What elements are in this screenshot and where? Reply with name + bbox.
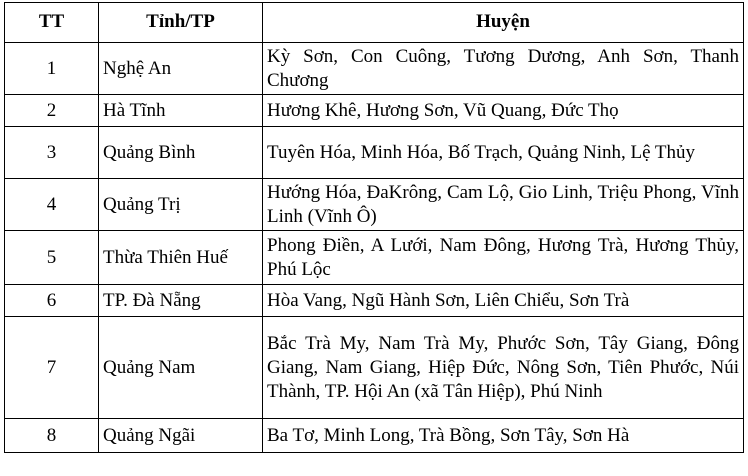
province-cell: Quảng Ngãi <box>99 419 263 453</box>
province-cell: Quảng Nam <box>99 317 263 419</box>
header-huyen: Huyện <box>263 3 744 43</box>
districts-cell: Phong Điền, A Lưới, Nam Đông, Hương Trà, Hương Thủy, Phú Lộc <box>263 231 744 285</box>
row-number: 1 <box>5 43 99 95</box>
row-number: 6 <box>5 285 99 317</box>
province-cell: Thừa Thiên Huế <box>99 231 263 285</box>
district-table <box>4 2 744 453</box>
table-row <box>5 317 744 419</box>
table-row <box>5 179 744 231</box>
districts-cell: Hướng Hóa, ĐaKrông, Cam Lộ, Gio Linh, Triệu Phong, Vĩnh Linh (Vĩnh Ô) <box>263 179 744 231</box>
province-cell: Quảng Trị <box>99 179 263 231</box>
row-number: 2 <box>5 95 99 127</box>
row-number: 5 <box>5 231 99 285</box>
province-cell: Quảng Bình <box>99 127 263 179</box>
table-row <box>5 43 744 95</box>
table-header-row <box>5 3 744 43</box>
districts-cell: Hòa Vang, Ngũ Hành Sơn, Liên Chiểu, Sơn Trà <box>263 285 744 317</box>
districts-cell: Hương Khê, Hương Sơn, Vũ Quang, Đức Thọ <box>263 95 744 127</box>
districts-cell: Ba Tơ, Minh Long, Trà Bồng, Sơn Tây, Sơn Hà <box>263 419 744 453</box>
table-row <box>5 95 744 127</box>
province-cell: Nghệ An <box>99 43 263 95</box>
table-row <box>5 419 744 453</box>
row-number: 8 <box>5 419 99 453</box>
row-number: 3 <box>5 127 99 179</box>
table-row <box>5 127 744 179</box>
province-cell: Hà Tĩnh <box>99 95 263 127</box>
table-row <box>5 285 744 317</box>
districts-cell: Tuyên Hóa, Minh Hóa, Bố Trạch, Quảng Ninh, Lệ Thủy <box>263 127 744 179</box>
row-number: 4 <box>5 179 99 231</box>
row-number: 7 <box>5 317 99 419</box>
province-cell: TP. Đà Nẵng <box>99 285 263 317</box>
header-tt: TT <box>5 3 99 43</box>
districts-cell: Bắc Trà My, Nam Trà My, Phước Sơn, Tây Giang, Đông Giang, Nam Giang, Hiệp Đức, Nông Sơn, Tiên Phước, Núi Thành, TP. Hội An (xã Tân Hiệp), Phú Ninh <box>263 317 744 419</box>
header-tinh: Tỉnh/TP <box>99 3 263 43</box>
districts-cell: Kỳ Sơn, Con Cuông, Tương Dương, Anh Sơn, Thanh Chương <box>263 43 744 95</box>
table-row <box>5 231 744 285</box>
